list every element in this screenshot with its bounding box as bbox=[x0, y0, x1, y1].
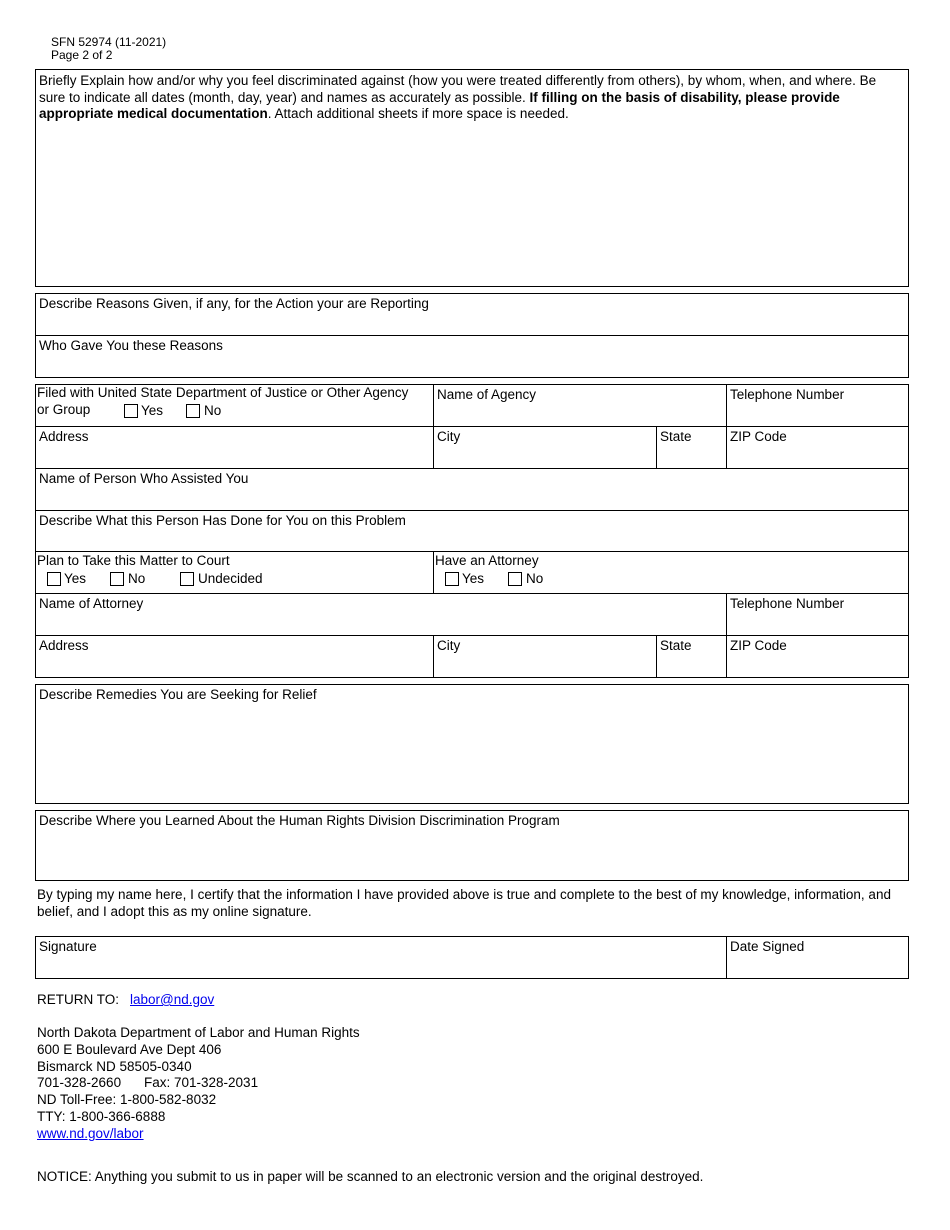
divider bbox=[36, 468, 908, 469]
divider bbox=[433, 551, 434, 593]
court-no-checkbox[interactable] bbox=[110, 572, 124, 586]
website-link[interactable]: www.nd.gov/labor bbox=[37, 1126, 144, 1141]
attorney-yes-checkbox[interactable] bbox=[445, 572, 459, 586]
court-yes-checkbox[interactable] bbox=[47, 572, 61, 586]
attorney-address-label: Address bbox=[39, 638, 89, 653]
org-name: North Dakota Department of Labor and Human Rights bbox=[37, 1025, 360, 1040]
remedies-box[interactable] bbox=[35, 684, 909, 804]
certify-text: By typing my name here, I certify that the information I have provided above is true and complete to the best of my knowledge, information, and belief, and I adopt this as my online signature. bbox=[37, 887, 891, 919]
explain-bold-text: If filling on the basis of disability, please provide appropriate medical documentation bbox=[39, 89, 840, 121]
city-label: City bbox=[437, 429, 461, 444]
attorney-yes-label: Yes bbox=[462, 571, 485, 586]
date-signed-label: Date Signed bbox=[730, 939, 805, 954]
org-fax: Fax: 701-328-2031 bbox=[144, 1075, 259, 1090]
divider bbox=[433, 635, 434, 677]
court-no-label: No bbox=[128, 571, 146, 586]
divider bbox=[36, 593, 908, 594]
divider bbox=[656, 426, 657, 468]
org-city: Bismarck ND 58505-0340 bbox=[37, 1059, 192, 1074]
filed-with-label-2: or Group bbox=[37, 402, 91, 417]
divider bbox=[726, 593, 727, 677]
reasons-box bbox=[35, 293, 909, 378]
signature-label: Signature bbox=[39, 939, 97, 954]
form-number: SFN 52974 (11-2021) bbox=[51, 35, 167, 49]
org-phone: 701-328-2660 bbox=[37, 1075, 122, 1090]
reasons-label: Describe Reasons Given, if any, for the Action your are Reporting bbox=[39, 296, 429, 311]
return-to-label: RETURN TO: bbox=[37, 992, 120, 1007]
learned-box[interactable] bbox=[35, 810, 909, 881]
org-tty: TTY: 1-800-366-6888 bbox=[37, 1109, 166, 1124]
attorney-state-label: State bbox=[660, 638, 692, 653]
court-undecided-label: Undecided bbox=[198, 571, 263, 586]
return-email-link[interactable]: labor@nd.gov bbox=[130, 992, 215, 1007]
assisted-person-label: Name of Person Who Assisted You bbox=[39, 471, 249, 486]
divider bbox=[36, 335, 908, 336]
zip-label: ZIP Code bbox=[730, 429, 787, 444]
explain-text: Briefly Explain how and/or why you feel discriminated against (how you were treated differently from others), by whom, when, and where. Be sure to indicate all dates (month, day, year) and names as accurately as possible. bbox=[39, 73, 877, 105]
notice-text: NOTICE: Anything you submit to us in paper will be scanned to an electronic version and the original destroyed. bbox=[37, 1169, 704, 1184]
divider bbox=[36, 510, 908, 511]
attorney-name-label: Name of Attorney bbox=[39, 596, 144, 611]
person-done-label: Describe What this Person Has Done for You on this Problem bbox=[39, 513, 406, 528]
filed-with-label: Filed with United State Department of Justice or Other Agency bbox=[37, 385, 409, 400]
divider bbox=[36, 551, 908, 552]
filed-yes-checkbox[interactable] bbox=[124, 404, 138, 418]
have-attorney-label: Have an Attorney bbox=[435, 553, 539, 568]
divider bbox=[36, 635, 908, 636]
divider bbox=[36, 426, 908, 427]
page-number: Page 2 of 2 bbox=[51, 48, 113, 62]
address-label: Address bbox=[39, 429, 89, 444]
agency-name-label: Name of Agency bbox=[437, 387, 537, 402]
agency-telephone-label: Telephone Number bbox=[730, 387, 845, 402]
learned-label: Describe Where you Learned About the Human Rights Division Discrimination Program bbox=[39, 813, 560, 828]
org-tollfree: ND Toll-Free: 1-800-582-8032 bbox=[37, 1092, 217, 1107]
explain-instructions bbox=[39, 73, 905, 123]
attorney-zip-label: ZIP Code bbox=[730, 638, 787, 653]
attorney-city-label: City bbox=[437, 638, 461, 653]
attorney-telephone-label: Telephone Number bbox=[730, 596, 845, 611]
filed-yes-label: Yes bbox=[141, 403, 164, 418]
filed-no-label: No bbox=[204, 403, 222, 418]
explain-text-end: . Attach additional sheets if more space is needed. bbox=[267, 106, 569, 121]
filed-no-checkbox[interactable] bbox=[186, 404, 200, 418]
divider bbox=[656, 635, 657, 677]
divider bbox=[433, 385, 434, 468]
state-label: State bbox=[660, 429, 692, 444]
divider bbox=[726, 385, 727, 468]
org-street: 600 E Boulevard Ave Dept 406 bbox=[37, 1042, 222, 1057]
agency-table bbox=[35, 384, 909, 678]
court-yes-label: Yes bbox=[64, 571, 87, 586]
divider bbox=[726, 937, 727, 978]
explain-box[interactable] bbox=[35, 69, 909, 287]
who-gave-reasons-label: Who Gave You these Reasons bbox=[39, 338, 223, 353]
court-undecided-checkbox[interactable] bbox=[180, 572, 194, 586]
attorney-no-label: No bbox=[526, 571, 544, 586]
signature-box bbox=[35, 936, 909, 979]
court-plan-label: Plan to Take this Matter to Court bbox=[37, 553, 230, 568]
attorney-no-checkbox[interactable] bbox=[508, 572, 522, 586]
remedies-label: Describe Remedies You are Seeking for Relief bbox=[39, 687, 317, 702]
